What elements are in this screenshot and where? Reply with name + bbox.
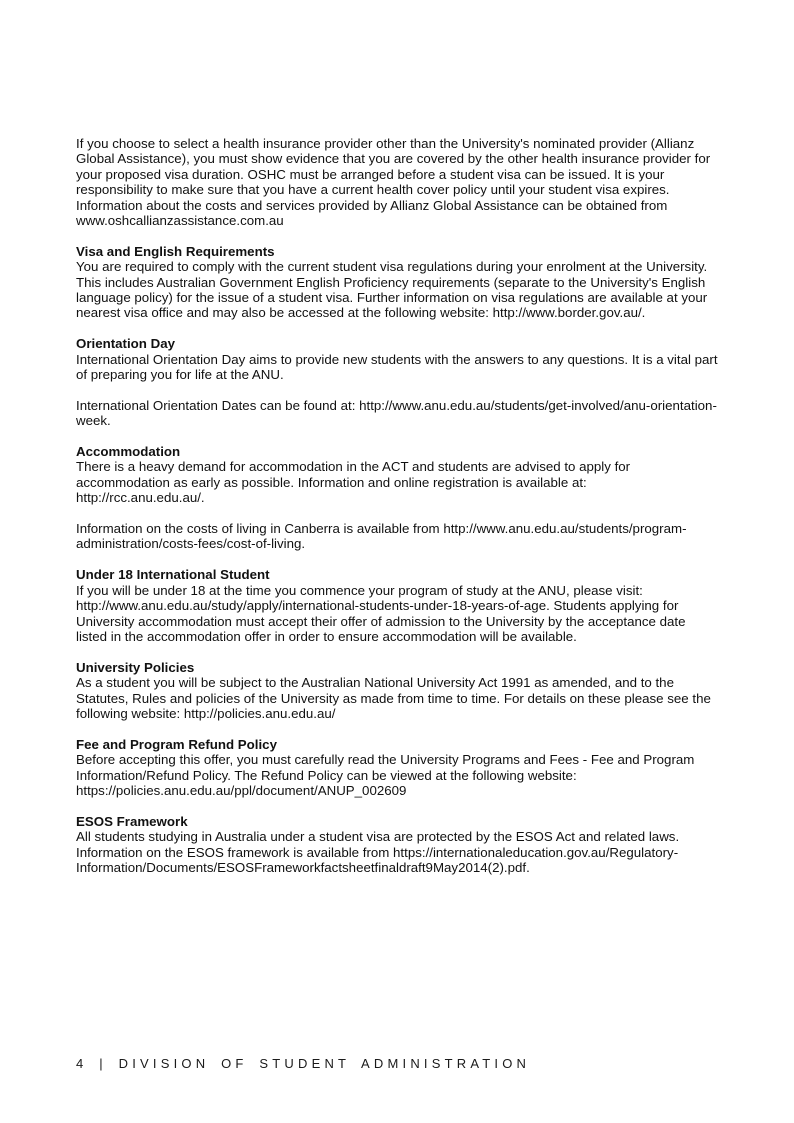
footer-label: DIVISION OF STUDENT ADMINISTRATION (118, 1056, 531, 1071)
section-heading: Orientation Day (76, 336, 176, 352)
document-section (76, 567, 719, 644)
section-heading: Accommodation (76, 444, 181, 460)
document-section (76, 814, 719, 876)
paragraph: You are required to comply with the current student visa regulations during your enrolment at the University. This includes Australian Government English Proficiency requirements (separate to the University's English language policy) for the issue of a student visa. Further information on visa regulations are available at your nearest visa office and may also be accessed at the following website: http://www.border.gov.au/. (76, 259, 708, 321)
paragraph: Before accepting this offer, you must carefully read the University Programs and Fees - Fee and Program Information/Refund Policy. The Refund Policy can be viewed at the following website: https://policies.anu.edu.au/ppl/document/ANUP_002609 (76, 752, 695, 798)
document-section (76, 444, 719, 552)
section-heading: ESOS Framework (76, 813, 188, 829)
section-heading: Under 18 International Student (76, 567, 270, 583)
paragraph: If you will be under 18 at the time you commence your program of study at the ANU, please visit: http://www.anu.edu.au/study/apply/international-students-under-18-years-of-age. Students applying for University accommodation must accept their offer of admission to the University by the acceptance date listed in the accommodation offer in order to ensure accommodation will be available. (76, 582, 686, 644)
section-heading: Visa and English Requirements (76, 243, 275, 259)
document-section (76, 136, 719, 228)
document-section (76, 660, 719, 722)
document-section (76, 336, 719, 428)
document-section (76, 244, 719, 321)
paragraph: All students studying in Australia under a student visa are protected by the ESOS Act and related laws. Information on the ESOS framework is available from https://internationaleducation.gov.au/Regulatory-Information/Documents/ESOSFrameworkfactsheetfinaldraft9May2014(2).pdf. (76, 829, 680, 875)
document-body (76, 136, 719, 891)
paragraph: International Orientation Dates can be found at: http://www.anu.edu.au/students/get-involved/anu-orientation-week. (76, 397, 717, 429)
footer-separator: | (99, 1056, 107, 1071)
paragraph: As a student you will be subject to the Australian National University Act 1991 as amended, and to the Statutes, Rules and policies of the University as made from time to time. For details on these please see the following website: http://policies.anu.edu.au/ (76, 675, 711, 721)
paragraph: If you choose to select a health insurance provider other than the University's nominated provider (Allianz Global Assistance), you must show evidence that you are covered by the other health insurance provider for your proposed visa duration. OSHC must be arranged before a student visa can be issued. It is your responsibility to make sure that you have a current health cover policy until your student visa expires. Information about the costs and services provided by Allianz Global Assistance can be obtained from www.oshcallianzassistance.com.au (76, 136, 711, 229)
paragraph: Information on the costs of living in Canberra is available from http://www.anu.edu.au/students/program-administration/costs-fees/cost-of-living. (76, 521, 687, 552)
section-heading: University Policies (76, 659, 195, 675)
section-heading: Fee and Program Refund Policy (76, 736, 277, 752)
footer-page-number: 4 (76, 1056, 88, 1071)
document-section (76, 737, 719, 799)
paragraph: International Orientation Day aims to provide new students with the answers to any questions. It is a vital part of preparing you for life at the ANU. (76, 351, 718, 383)
page-footer (76, 1056, 530, 1071)
paragraph: There is a heavy demand for accommodation in the ACT and students are advised to apply for accommodation as early as possible. Information and online registration is available at: http://rcc.anu.edu.au/. (76, 459, 631, 506)
